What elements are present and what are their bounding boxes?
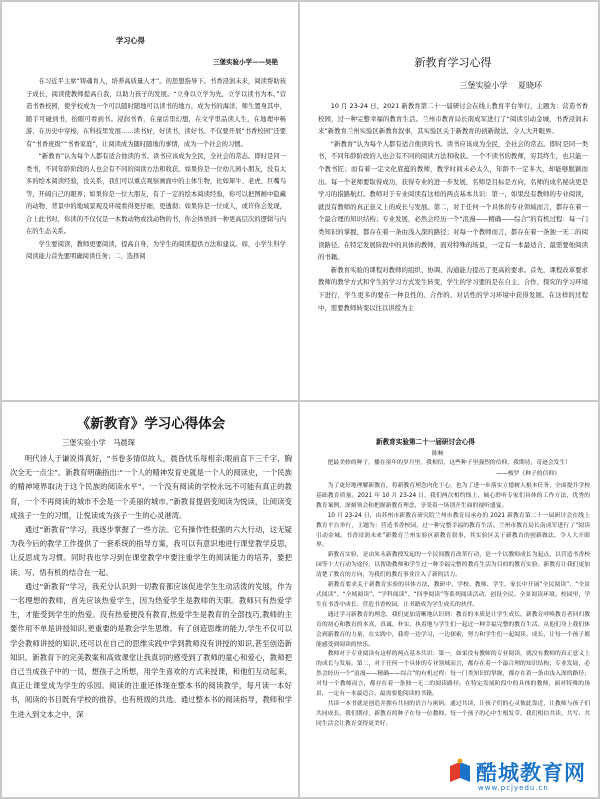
doc4-paragraph: 新教育要求关于新教育实验的具体方法，教研中，学校、教师、学生、家长中开展“全民阅读”、“全景式阅读”、“全域阅读”、“学科阅读”、“四季阅读”等系列阅读活动，创设全民、全景阅读环境。校园里，学生在书香中成长。营造书香校园，让书籍成为学生成长的伙伴。: [316, 582, 590, 608]
doc3-title: 《新教育》学习心得体会: [76, 416, 226, 432]
doc4-epigraph-source: ——梭罗《种子的信仰》: [496, 471, 560, 477]
doc4-paragraph: 教师对于专业阅读有这样的两点基本共识：第一，如果没有教师的专业阅读，就没有教师的真正意义上的成长与发展。第二，对于任何一个具体的专业领域而言，都存在着一个最合理的知识结构；专业发展，必然会经历一个“浪漫——精确——综合”的有机过程：每一门类知识的掌握，都存在着一条由浅入深的路径；对每一个教师而言，都存在着一条独一无二的阅读路径。在特定发展阶段中的具体的教师，面对特殊的场景，一定有一本最适合、最需要他阅读的书籍。: [316, 651, 590, 698]
watermark-site-name: 酷城教育网: [476, 760, 586, 785]
doc4-title: 新教育实验第二十一届研讨会心得: [376, 438, 475, 446]
doc4-paragraph: 通过学习新教育的理念，我们更加清晰地认识到：教育的本质是让学生成长。新教育呼唤教育者回归教育的初心和教育的本真，真诚、朴实、执着地与学生们一起过一种幸福完整的教育生活。从他们身上我们体会到新教育的力量，在实践中，我将一边学习，一边探索，努力和学生们一起阅读、成长，让每一个孩子都能感受到阅读的快乐。: [316, 611, 590, 648]
document-2: [300, 2, 598, 400]
doc4-paragraph: 为了更好地理解新教育，将新教育理念内化于心，也为了进一步落实立德树人根本任务，全面提升学校基础教育质量。2021 年 10 月 23-24 日，我们两次相约线上，倾心聆听专家们具体的工作方法，优秀的教育案例，深刻领会和把握新教育理念，享受着一场别开生面的视听盛宴。: [316, 483, 590, 509]
doc3-paragraph: 明代诗人于谦说得真好，“书卷多情似故人，晨昏忧乐每相亲;眼前直下三千字，胸次全无一点尘”。新教育明确指出:“一个人的精神发育史就是一个人的阅读史，一个民族的精神境界取决于这个民族的阅读水平”。一个没有阅读的学校永远不可能有真正的教育，一个不再阅读的城市不会是一个美丽的城市。”新教育提倡变阅读为悦读，让阅读变成孩子一生的习惯，让悦读成为孩子一生的心灵港湾。: [10, 454, 292, 520]
doc3-paragraph: 通过“新教育”学习，我逐步掌握了一些方法。它有操作性很强的六大行动，这无疑为我今后的教学工作提供了一套系统的指导方案，我可以有意识地进行课堂教学反思，让反思成为习惯。同时我也学习到在课堂教学中要注重学生的阅读能力的培养，要把读、写、悟有机的结合在一起。: [10, 525, 292, 577]
doc2-title: 新教育学习心得: [414, 56, 492, 69]
book-logo-icon: [448, 758, 472, 786]
doc1-author: 三堡实验小学——吴艳: [213, 58, 278, 66]
doc4-paragraph: 新教育实验，是由朱永新教授发起的一个民间教育改革行动，是一个以教师成长为起点，以营造书香校园等十大行动为途径，以帮助教师和学生过一种幸福完整的教育生活为目的的教育实验。新教育让我们更加清楚了教育的方向，为我们的教育事业注入了新的活力。: [316, 552, 590, 579]
doc1-paragraph: 学生要阅读，教师更要阅读，提高自身，为学生的阅读提供方法和建议。如，小学生科学阅读能力首先要明确阅读任务；二、选择阅: [26, 240, 286, 260]
site-watermark: [444, 755, 596, 795]
doc4-paragraph: 共读一本书就是创造并拥有共同的语言与密码。通过共读，让孩子们的心灵彼此靠近，让教师与孩子们共同成长，我们期待，新教育的种子在每一位教师、每一个孩子的心中生根发芽，我们相信共读、共写、共同生活会让教育变得更美好。: [316, 700, 590, 727]
doc1-paragraph: 在习近平主席“铸魂育人，培养高质量人才”。的思想指导下。书香浸润未来，阅读帮助孩子成长，阅读使教师提高自我，以助力孩子的发展。“立身以立学为先，立学以读书为本。”营造书香校园，使学校成为一个可以随时随地可以读书的地方，成为书的海洋，师生置身其中，随手可碰到书，抬眼可看到书。浸润书香，在童话里幻想，在文学里品读人生，在地理中畅游，在历史中穿梭，在科技里发展……读书好，好读书，读好书。不仅要开展“书香校园”还要有“书香班级”“书香家庭”，让阅读成为随时随地的事情，成为一个社会的习惯。: [26, 78, 286, 148]
document-3: [2, 402, 298, 797]
doc1-title: 学习心得: [116, 36, 145, 45]
watermark-site-url: www.pcjyedu.cn: [478, 784, 549, 792]
doc3-author: 三堡实验小学 马晨琛: [62, 438, 135, 447]
document-1: [2, 2, 298, 400]
doc1-paragraph: “新教育”认为每个人都有适合他读的书。读书应该成为全民，全社会的常态。即时是同一类书，不同年龄阶段的人也会有不同的阅读方法和收获。如果你是一位幼儿园小朋友，没有太多的绘本阅读经验，没关系，我们可以重点观察画面中的主体生物，比如犀牛、老虎、巨嘴鸟等，开阔自己的眼界；如果你是一位大朋友，有了一定的绘本阅读经验，你可以把图画中隐藏的动物、背景中的地域景观及环境看得更仔细，更透彻；如果你是一位成人，或许你会发现，合上此书时，你读的不仅仅是一本数动物或找动物的书，你会体悟到一种更高层次的逻辑与内在的生态关系。: [26, 153, 286, 235]
doc2-paragraph: 10 月 23-24 日，2021 新教育第二十一届研讨会在线上教育平台举行，主题为：营造书香校园，过一种完整幸福的教育生活。兰州市教育局长南成军进行了“阅读引动金城，书香浸润未来”新教育兰州实验区新教育叙事，其实验区关于新教育的创新做法，令人大开眼界。: [318, 102, 588, 136]
doc2-paragraph: “新教育”认为每个人都有适合他读的书。读书应该成为全民，全社会的常态。即时是同一类书，不同年龄阶段的人也会有不同的阅读方法和收获。一个不读书的教师，穷其终生，也只能一个教书匠；而有着一定文化底蕴的教师，教学时间未必太久，年龄不一定多大，却能够脱颖而出。每一个老师要取得成功，获得专业的进一步发展，名师是目标是方向，名师的成名秘诀更是学习的指路航灯。教师对于专业阅读有这样的两点基本共识：第一，如果没有教师的专业阅读，就没有教师的真正意义上的成长与发展。第二，对于任何一个具体的专业领域而言，都存在着一个最合理的知识结构；专业发展，必然会经历一个“浪漫——精确——综合”的有机过程：每一门类知识的掌握，都存在着一条由浅入深的路径；对每一个教师而言，都存在着一条独一无二的阅读路径。在特定发展阶段中的具体的教师，面对特殊的场景，一定有一本最适合、最需要他阅读的书籍。: [318, 139, 588, 262]
doc2-author: 三堡实验小学 夏晓环: [459, 81, 542, 90]
doc4-epigraph: 把最美妙的种子，播在童年的岁月里，我相信，这些种子里强烈的信仰，我期待，奇迹会发生！: [327, 460, 572, 466]
doc4-paragraph: 10 月 23-24 日，由苏州市新教育研究院兰州市教育局承办的 2021 新教育第二十一届研讨会在线上教育平台举行，主题为：营造书香校园，过一种完整幸福的教育生活。兰州市教育局长南成军进行了“阅读引动金城，书香浸润未来”新教育兰州实验区新教育叙事，其实验区关于新教育的创新做法，令人大开眼界。: [316, 512, 590, 549]
document-4: [300, 402, 598, 797]
doc4-author: 陈畅: [432, 451, 444, 457]
doc2-paragraph: 新教育实验的课程对教师的组织、协调、沟通能力提出了更高的要求。首先，课程改革要求教师的教学方式和学生的学习方式发生转变，学生的学习要的是在自主、合作、探究的学习环境下进行，学生更多的要在一种良性的、合作的、对话性的学习环境中获得发展。在这样的过程中，需要教师转变以往以讲授为主: [318, 265, 588, 312]
doc3-paragraph: 通过“新教育”学习，我充分认识到一切教育都应该促进学生生动活泼的发展，作为一名理想的教师，首先应该热爱学生，因为热爱学生是教师的天职。教师只有热爱学生，才能受到学生的热爱。没有热爱便没有教育,热爱学生是教育的全部技巧,教师的主要作用不单是讲授知识,更重要的是教会学生思维。有了创造思维的能力,学生不仅可以学会教师讲授的知识,还可以在自己的思维实践中学到教师没有讲授的知识,甚至创造新知识。新教育下的完美教案和高效课堂让我真切的感受到了教师的童心和爱心，教师把自己当成孩子中的一员，想孩子之所想，用学生喜欢的方式来授课，和他们互动起来，真正让课堂成为学生的乐园。阅读的注重还体现在整本书的阅读教学，每月读一本好书，阅读的书目既有学校的推荐，也有班级的共选。通过整本书的阅读指导，教师和学生进入到文本之中，深: [10, 581, 292, 719]
